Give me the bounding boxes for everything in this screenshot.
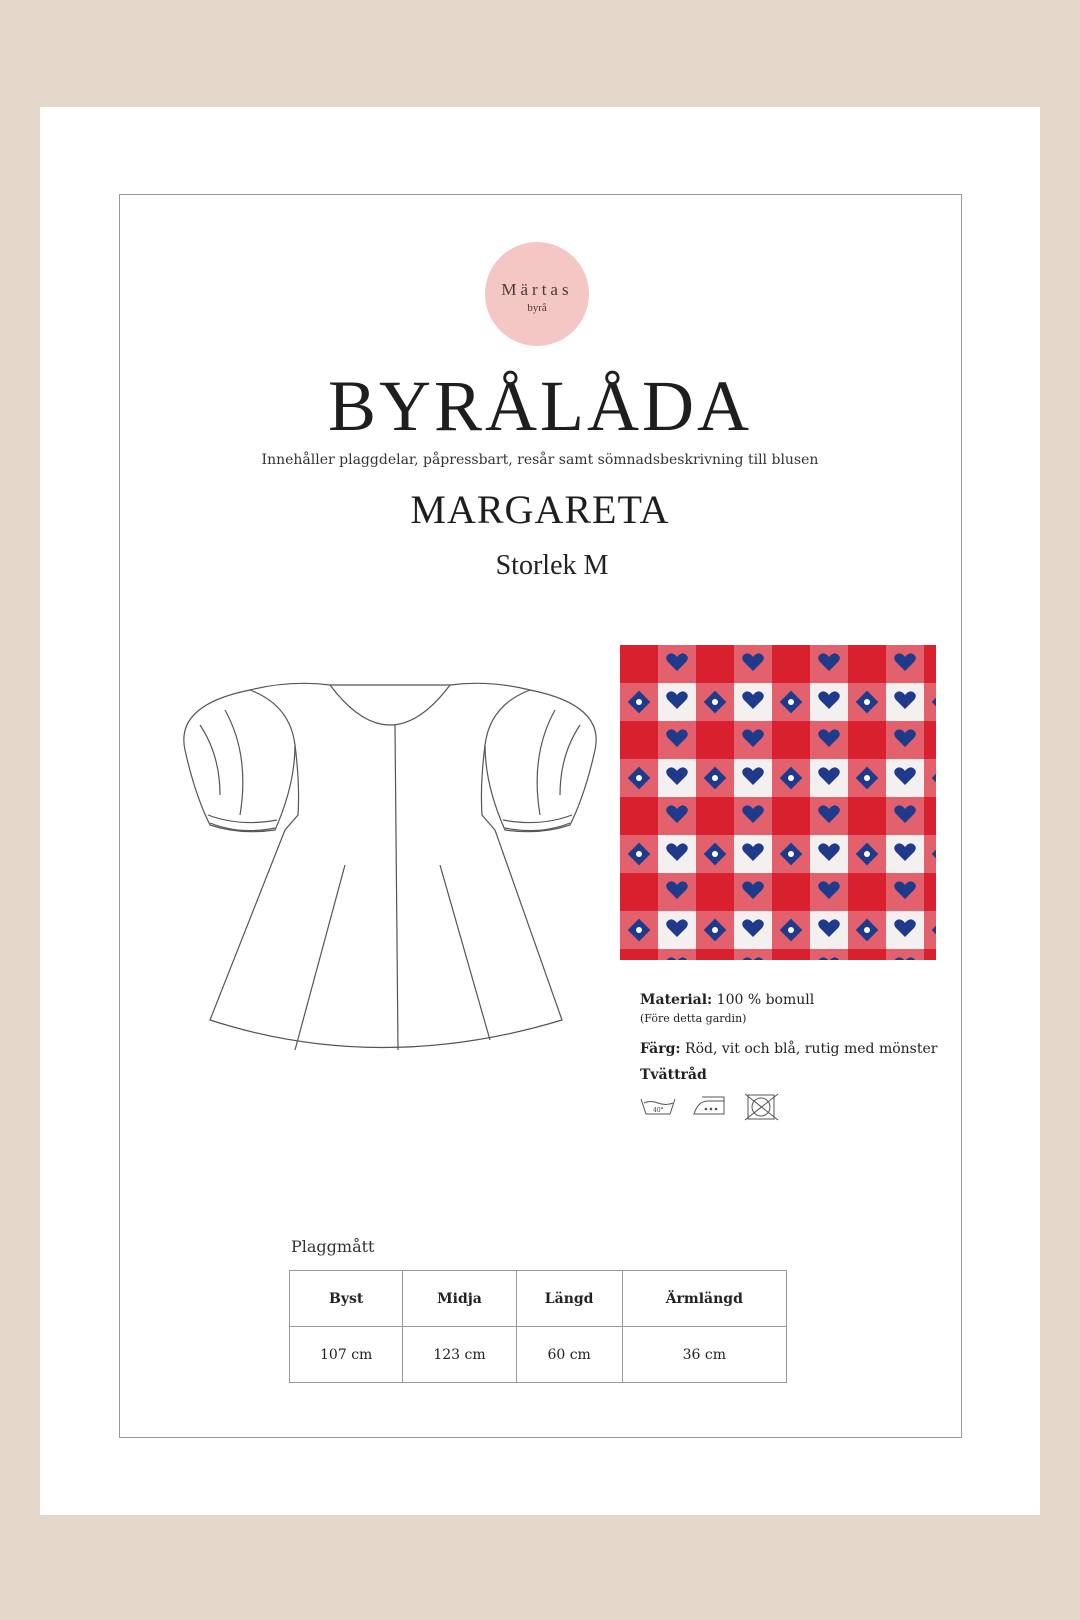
fabric-info	[640, 992, 937, 1121]
brand-logo	[485, 242, 589, 346]
header-cell: Byst	[290, 1271, 403, 1327]
header-cell: Midja	[403, 1271, 516, 1327]
value-cell: 123 cm	[403, 1327, 516, 1383]
page-title: BYRÅLÅDA	[327, 366, 752, 446]
measurements-title: Plaggmått	[291, 1237, 375, 1256]
header-cell: Ärmlängd	[622, 1271, 786, 1327]
no-tumble-dry-icon	[744, 1093, 780, 1121]
color-label: Färg:	[640, 1041, 681, 1057]
logo-subtext: byrå	[527, 302, 547, 314]
size-label: Storlek M	[495, 550, 609, 581]
fabric-swatch	[620, 645, 936, 960]
color-value: Röd, vit och blå, rutig med mönster	[685, 1041, 938, 1057]
svg-text:40°: 40°	[653, 1107, 664, 1114]
table-header-row	[290, 1271, 787, 1327]
value-cell: 60 cm	[516, 1327, 622, 1383]
measurements-table	[289, 1270, 787, 1383]
material-label: Material:	[640, 992, 713, 1008]
logo-text: Märtas	[501, 280, 573, 299]
header-cell: Längd	[516, 1271, 622, 1327]
wash-40-icon	[640, 1093, 676, 1117]
value-cell: 107 cm	[290, 1327, 403, 1383]
material-value: 100 % bomull	[716, 992, 815, 1008]
blouse-illustration	[180, 665, 600, 1065]
material-note: (Före detta gardin)	[640, 1012, 747, 1025]
subtitle: Innehåller plaggdelar, påpressbart, resår samt sömnadsbeskrivning till blusen	[261, 452, 819, 468]
table-row	[290, 1327, 787, 1383]
value-cell: 36 cm	[622, 1327, 786, 1383]
care-label: Tvättråd	[640, 1067, 707, 1083]
pattern-name: MARGARETA	[410, 487, 670, 532]
iron-medium-icon	[692, 1093, 728, 1117]
